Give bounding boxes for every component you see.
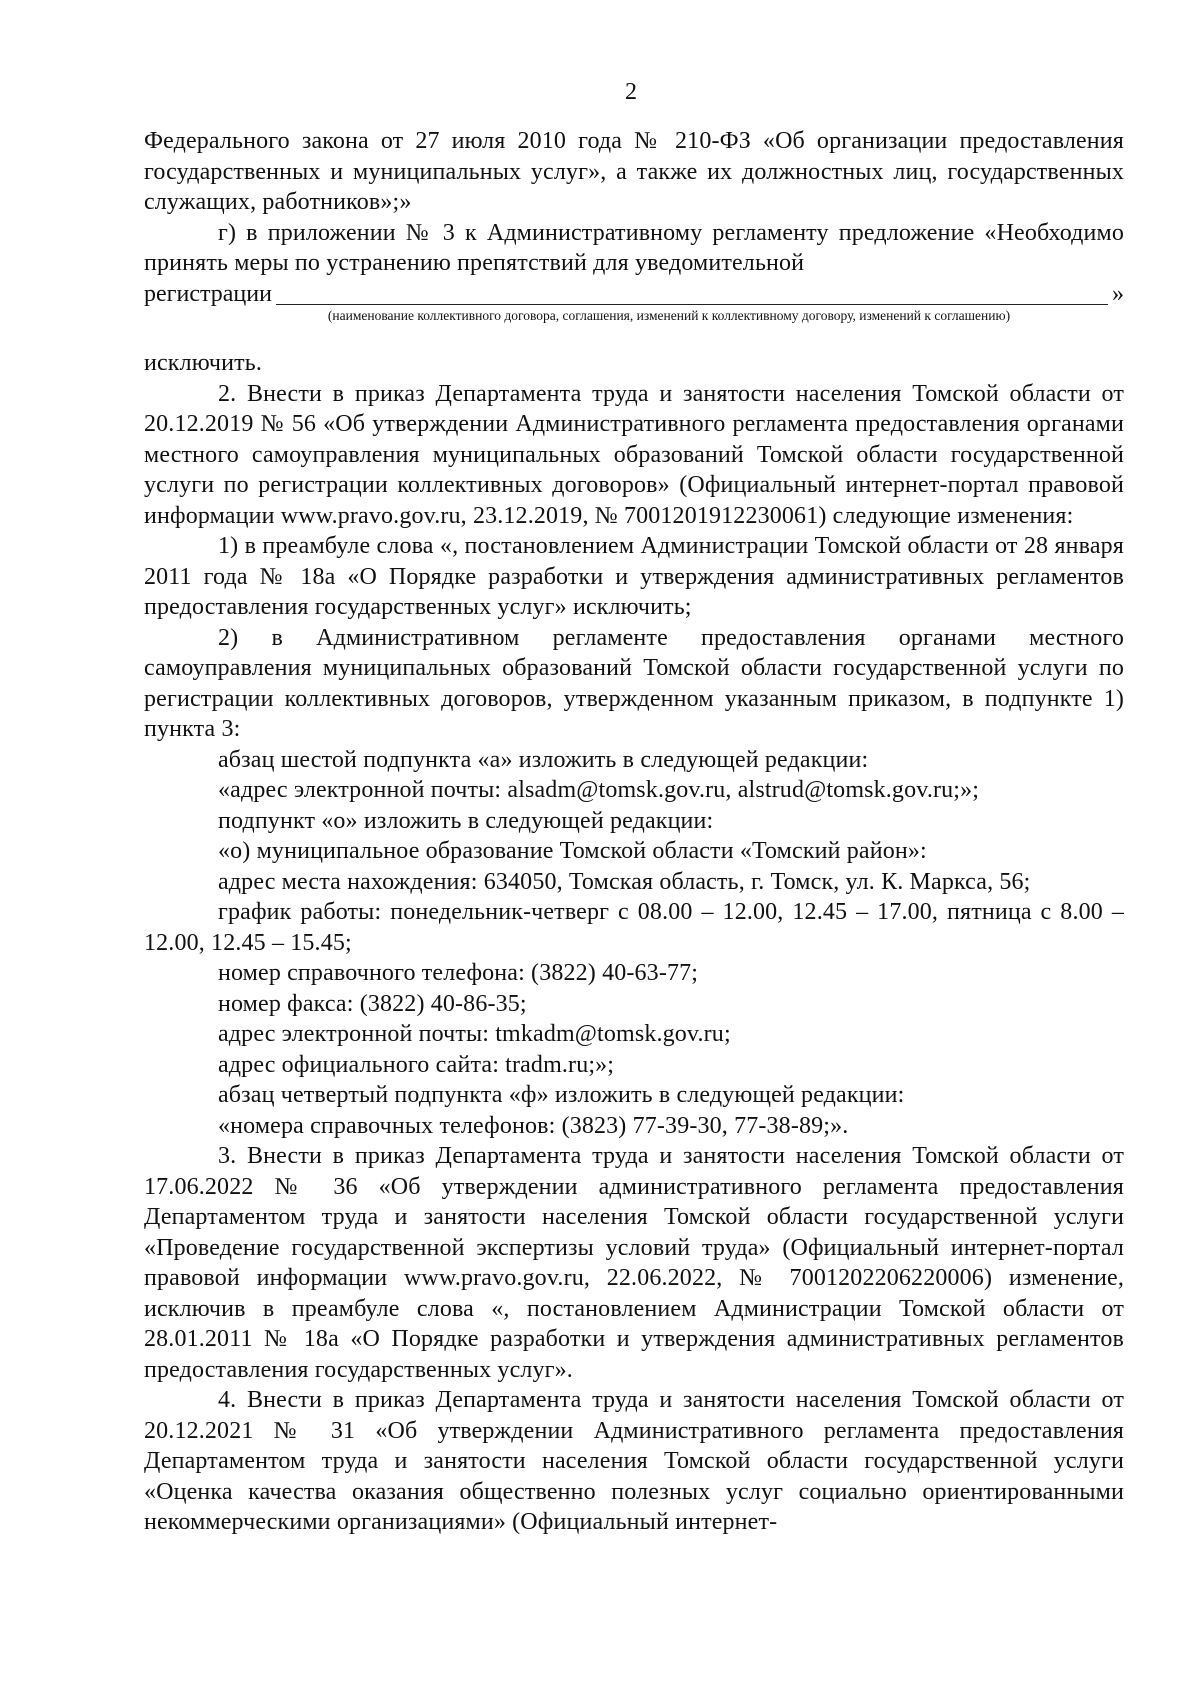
page-number: 2 (625, 79, 637, 105)
paragraph: 4. Внести в приказ Департамента труда и занятости населения Томской области от 20.12.2021 № 31 «Об утверждении Административного регламента предоставления Департаментом труда и занятости населения Томской области государственной услуги «Оценка качества оказания общественно полезных услуг социально ориентированными некоммерческими организациями» (Официальный интернет- (144, 1387, 1124, 1535)
paragraph: абзац шестой подпункта «а» изложить в следующей редакции: (218, 746, 869, 773)
paragraph: абзац четвертый подпункта «ф» изложить в следующей редакции: (218, 1082, 905, 1108)
paragraph: исключить. (144, 350, 262, 376)
paragraph: 3. Внести в приказ Департамента труда и занятости населения Томской области от 17.06.2022 № 36 «Об утверждении административного регламента предоставления Департаментом труда и занятости населения Томской области государственной услуги «Проведение государственной экспертизы условий труда» (Официальный интернет-портал правовой информации www.pravo.gov.ru, 22.06.2022, № 7001202206220006) изменение, исключив в преамбуле слова «, постановлением Администрации Томской области от 28.01.2011 № 18а «О Порядке разработки и утверждения административных регламентов предоставления государственных услуг». (144, 1143, 1124, 1383)
blank-underline (276, 303, 1108, 305)
paragraphs-before (144, 126, 1124, 279)
paragraph: адрес места нахождения: 634050, Томская область, г. Томск, ул. К. Маркса, 56; (218, 868, 1031, 895)
paragraph: график работы: понедельник-четверг с 08.00 – 12.00, 12.45 – 17.00, пятница с 8.00 – 12.00, 12.45 – 15.45; (144, 899, 1124, 956)
document-body (144, 126, 1124, 1538)
paragraph: Федерального закона от 27 июля 2010 года № 210-ФЗ «Об организации предоставления государственных и муниципальных услуг», а также их должностных лиц, государственных служащих, работников»;» (144, 128, 1124, 215)
paragraph: 2) в Административном регламенте предоставления органами местного самоуправления муниципальных образований Томской области государственной услуги по регистрации коллективных договоров, утвержденном указанным приказом, в подпункте 1) пункта 3: (144, 624, 1124, 742)
paragraph: 2. Внести в приказ Департамента труда и занятости населения Томской области от 20.12.2019 № 56 «Об утверждении Административного регламента предоставления органами местного самоуправления муниципальных образований Томской области государственной услуги по регистрации коллективных договоров» (Официальный интернет-портал правовой информации www.pravo.gov.ru, 23.12.2019, № 7001201912230061) следующие изменения: (144, 380, 1124, 529)
blank-line-caption: (наименование коллективного договора, соглашения, изменений к коллективному договору, изменений к соглашению) (327, 308, 1011, 323)
paragraph: «о) муниципальное образование Томской области «Томский район»: (218, 838, 927, 864)
paragraph: адрес электронной почты: tmkadm@tomsk.gov.ru; (218, 1021, 731, 1047)
paragraph: «номера справочных телефонов: (3823) 77-39-30, 77-38-89;». (218, 1112, 849, 1139)
paragraph: адрес официального сайта: tradm.ru;»; (218, 1051, 615, 1078)
paragraph: г) в приложении № 3 к Административному регламенту предложение «Необходимо принять меры по устранению препятствий для уведомительной (144, 219, 1124, 276)
blank-line-tail: » (1112, 280, 1124, 307)
paragraph: 1) в преамбуле слова «, постановлением Администрации Томской области от 28 января 2011 года № 18а «О Порядке разработки и утверждения административных регламентов предоставления государственных услуг» исключить; (144, 533, 1124, 620)
paragraph: номер справочного телефона: (3822) 40-63-77; (218, 960, 699, 986)
paragraph: номер факса: (3822) 40-86-35; (218, 990, 527, 1017)
blank-line-lead: регистрации (144, 280, 272, 307)
blank-fill-line (144, 279, 1124, 310)
paragraph: «адрес электронной почты: alsadm@tomsk.gov.ru, alstrud@tomsk.gov.ru;»; (218, 777, 980, 803)
paragraph: подпункт «о» изложить в следующей редакции: (218, 807, 714, 834)
paragraphs-after (144, 348, 1124, 1538)
